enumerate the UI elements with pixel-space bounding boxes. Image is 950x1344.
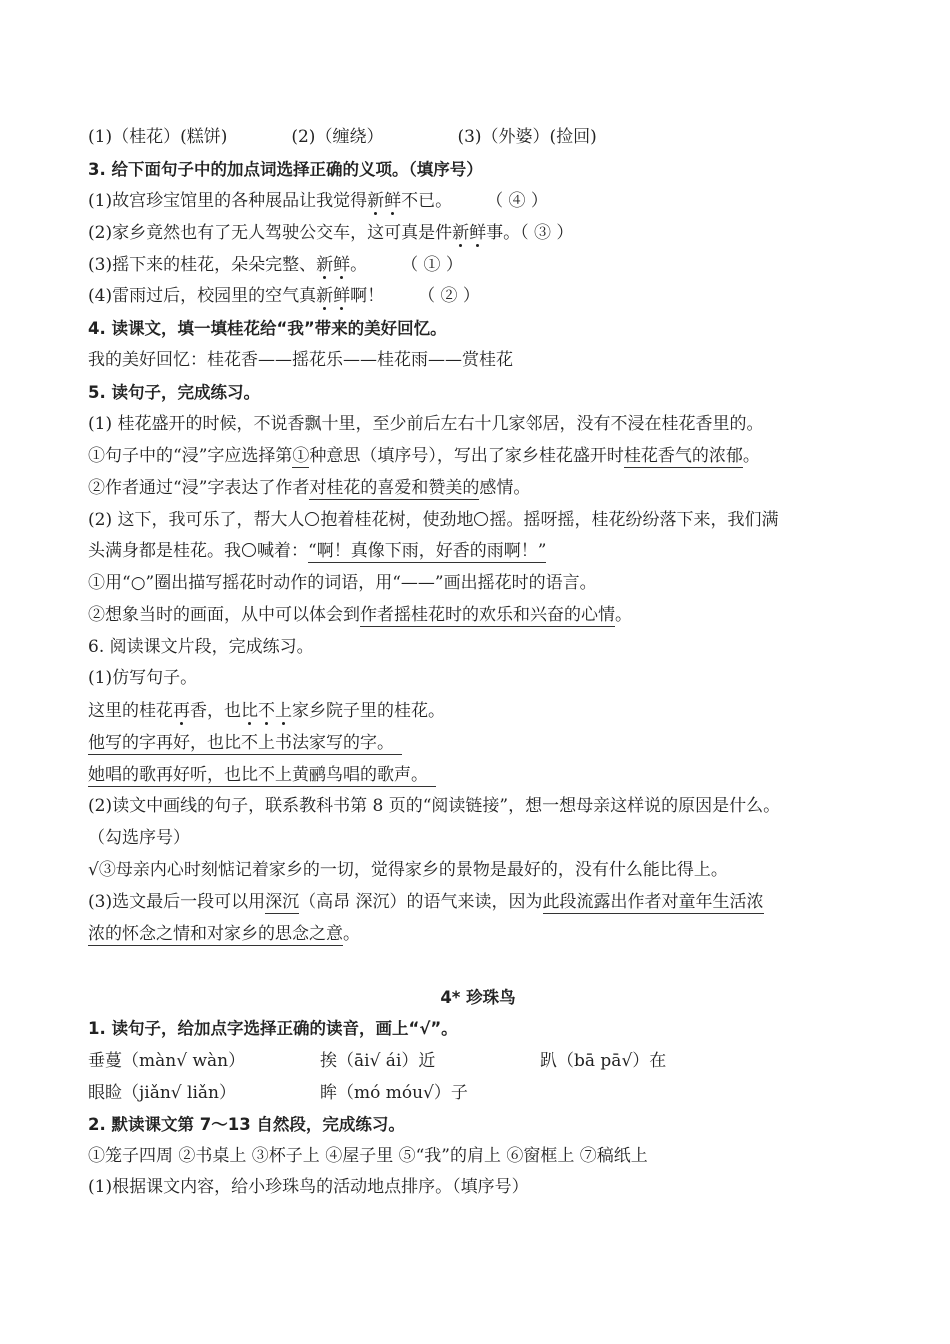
pinyin-choice-4: 眼睑（jiǎn√ liǎn） xyxy=(88,1083,236,1103)
dotted-char: 新 xyxy=(452,223,470,243)
question-5-title: 5. 读句子，完成练习。 xyxy=(88,383,260,402)
dotted-char: 上 xyxy=(275,701,292,721)
dotted-char: 不 xyxy=(258,701,275,721)
pinyin-choice-5: 眸（mó móu√）子 xyxy=(320,1083,468,1103)
q6-3-text: (3)选文最后一段可以用 xyxy=(88,892,266,912)
dotted-char: 鲜 xyxy=(384,191,402,211)
q5-1a-text-mid: 种意思（填序号），写出了家乡桂花盛开时 xyxy=(309,446,624,466)
q3-item-3 xyxy=(88,253,463,277)
q6-part-2: (2)读文中画线的句子，联系教科书第 8 页的“阅读链接”，想一想母亲这样说的原因是什么。 xyxy=(88,796,781,816)
lesson4-q1-row-2 xyxy=(88,1081,468,1105)
q5-2d-text: ②想象当时的画面，从中可以体会到 xyxy=(88,605,360,625)
q6-part-3 xyxy=(88,890,764,914)
q3-2-answer: （ ③ ） xyxy=(520,223,574,243)
q6-ex-text-end: 家乡院子里的桂花。 xyxy=(292,701,445,721)
q5-2-c: ①用“○”圈出描写摇花时动作的词语，用“——”画出摇花时的语言。 xyxy=(88,573,597,593)
dotted-char: 鲜 xyxy=(469,223,487,243)
q6-3b-underlined-answer: 浓的怀念之情和对家乡的思念之意 xyxy=(88,924,343,944)
q5-1a-answer: ① xyxy=(292,446,310,466)
q5-sentence-1: (1) 桂花盛开的时候，不说香飘十里，至少前后左右十几家邻居，没有不浸在桂花香里的。 xyxy=(88,414,764,434)
q3-2-text: (2)家乡竟然也有了无人驾驶公交车，这可真是件 xyxy=(88,223,453,243)
lesson4-question-1-title: 1. 读句子，给加点字选择正确的读音，画上“√”。 xyxy=(88,1019,458,1038)
q3-4-text-end: 啊！ xyxy=(350,286,385,306)
pinyin-choice-2: 挨（āi√ ái）近 xyxy=(320,1051,436,1071)
q3-1-answer: （ ④ ） xyxy=(486,191,548,211)
circle-mark xyxy=(474,512,488,526)
circle-mark xyxy=(305,512,319,526)
question-6-title: 6. 阅读课文片段，完成练习。 xyxy=(88,637,314,657)
question-4-answer: 我的美好回忆：桂花香——摇花乐——桂花雨——赏桂花 xyxy=(88,350,513,370)
q5-2-d xyxy=(88,603,632,627)
dotted-char: 鲜 xyxy=(333,286,351,306)
pinyin-choice-3: 趴（bā pā√）在 xyxy=(540,1051,667,1071)
q6-part-2-answer: √③母亲内心时刻惦记着家乡的一切，觉得家乡的景物是最好的，没有什么能比得上。 xyxy=(88,860,728,880)
q5-1b-underlined-answer: 对桂花的喜爱和赞美的 xyxy=(309,478,480,498)
q5-2b-text: 头满身都是桂花。我 xyxy=(88,541,241,561)
dotted-char: 新 xyxy=(316,255,334,275)
dotted-char: 新 xyxy=(367,191,385,211)
q5-2-text: (2) 这下，我可乐了，帮大人 xyxy=(88,510,305,530)
q3-3-answer: （ ① ） xyxy=(401,255,463,275)
pinyin-choice-1: 垂蔓（màn√ wàn） xyxy=(88,1051,246,1071)
q3-item-2 xyxy=(88,221,573,245)
q5-1-a xyxy=(88,444,760,468)
q3-3-text: (3)摇下来的桂花，朵朵完整、 xyxy=(88,255,317,275)
q5-2d-end: 。 xyxy=(615,605,632,625)
q3-4-text: (4)雷雨过后，校园里的空气真 xyxy=(88,286,317,306)
lesson4-q1-row-1 xyxy=(88,1049,666,1073)
answer-1: (1)（桂花）(糕饼) xyxy=(88,127,228,147)
q3-3-text-end: 。 xyxy=(350,255,368,275)
circle-mark xyxy=(242,543,256,557)
dotted-char: 比 xyxy=(241,701,258,721)
lesson4-q2-options: ①笼子四周 ②书桌上 ③杯子上 ④屋子里 ⑤“我”的肩上 ⑥窗框上 ⑦稿纸上 xyxy=(88,1146,648,1166)
q6-example-sentence xyxy=(88,699,445,723)
q5-sentence-2 xyxy=(88,508,778,532)
q6-part-3-cont xyxy=(88,922,360,946)
q5-sentence-2-cont xyxy=(88,539,546,563)
q3-item-1 xyxy=(88,189,548,213)
q5-2b-text-mid: 喊着： xyxy=(257,541,308,561)
lesson4-q2-part-1: (1)根据课文内容，给小珍珠鸟的活动地点排序。（填序号） xyxy=(88,1177,529,1197)
q6-part-1: (1)仿写句子。 xyxy=(88,668,198,688)
q5-2-text-end: 摇。摇呀摇，桂花纷纷落下来，我们满 xyxy=(489,510,779,530)
lesson-4-title: 4* 珍珠鸟 xyxy=(440,988,516,1007)
q5-1b-end: 感情。 xyxy=(479,478,531,498)
q6-3-text-mid: （高昂 深沉）的语气来读，因为 xyxy=(299,892,543,912)
q5-1-b xyxy=(88,476,530,500)
q5-2-text-mid: 抱着桂花树，使劲地 xyxy=(320,510,474,530)
q5-1a-underlined-answer: 桂花香气的浓郁 xyxy=(623,446,743,466)
q5-2d-underlined-answer: 作者摇桂花时的欢乐和兴奋的心情 xyxy=(360,605,615,625)
answer-2: (2)（缠绕） xyxy=(291,127,384,147)
lesson4-question-2-title: 2. 默读课文第 7～13 自然段，完成练习。 xyxy=(88,1115,405,1134)
q6-3b-end: 。 xyxy=(343,924,360,944)
dotted-char: 新 xyxy=(316,286,334,306)
q3-item-4 xyxy=(88,284,480,308)
q3-1-text: (1)故宫珍宝馆里的各种展品让我觉得 xyxy=(88,191,368,211)
question-3-title: 3. 给下面句子中的加点词选择正确的义项。（填序号） xyxy=(88,160,483,179)
question-4-title: 4. 读课文，填一填桂花给“我”带来的美好回忆。 xyxy=(88,319,447,338)
q6-3-underlined-answer: 此段流露出作者对童年生活浓 xyxy=(542,892,764,912)
q6-ex-text: 这里的桂花 xyxy=(88,701,173,721)
q6-answer-2-text: 她唱的歌再好听，也比不上黄鹂鸟唱的歌声。 xyxy=(88,765,436,787)
q3-2-text-end: 事。 xyxy=(486,223,521,243)
dotted-char: 再 xyxy=(173,701,190,721)
answer-line-words xyxy=(88,125,597,149)
q5-2b-underlined-speech: “啊！真像下雨，好香的雨啊！” xyxy=(308,541,547,561)
q3-1-text-end: 不已。 xyxy=(401,191,453,211)
q6-answer-1 xyxy=(88,731,402,755)
dotted-char: 鲜 xyxy=(333,255,351,275)
q6-answer-1-text: 他写的字再好，也比不上书法家写的字。 xyxy=(88,733,402,755)
q6-ex-text-mid: 香，也 xyxy=(190,701,241,721)
q6-part-2-instruction: （勾选序号） xyxy=(88,828,190,848)
answer-3: (3)（外婆）(捡回) xyxy=(457,127,597,147)
q5-1b-text: ②作者通过“浸”字表达了作者 xyxy=(88,478,310,498)
q5-1a-end: 。 xyxy=(742,446,760,466)
q6-3-underlined-choice: 深沉 xyxy=(265,892,300,912)
q3-4-answer: （ ② ） xyxy=(418,286,480,306)
q6-answer-2 xyxy=(88,763,436,787)
q5-1a-text: ①句子中的“浸”字应选择第 xyxy=(88,446,293,466)
